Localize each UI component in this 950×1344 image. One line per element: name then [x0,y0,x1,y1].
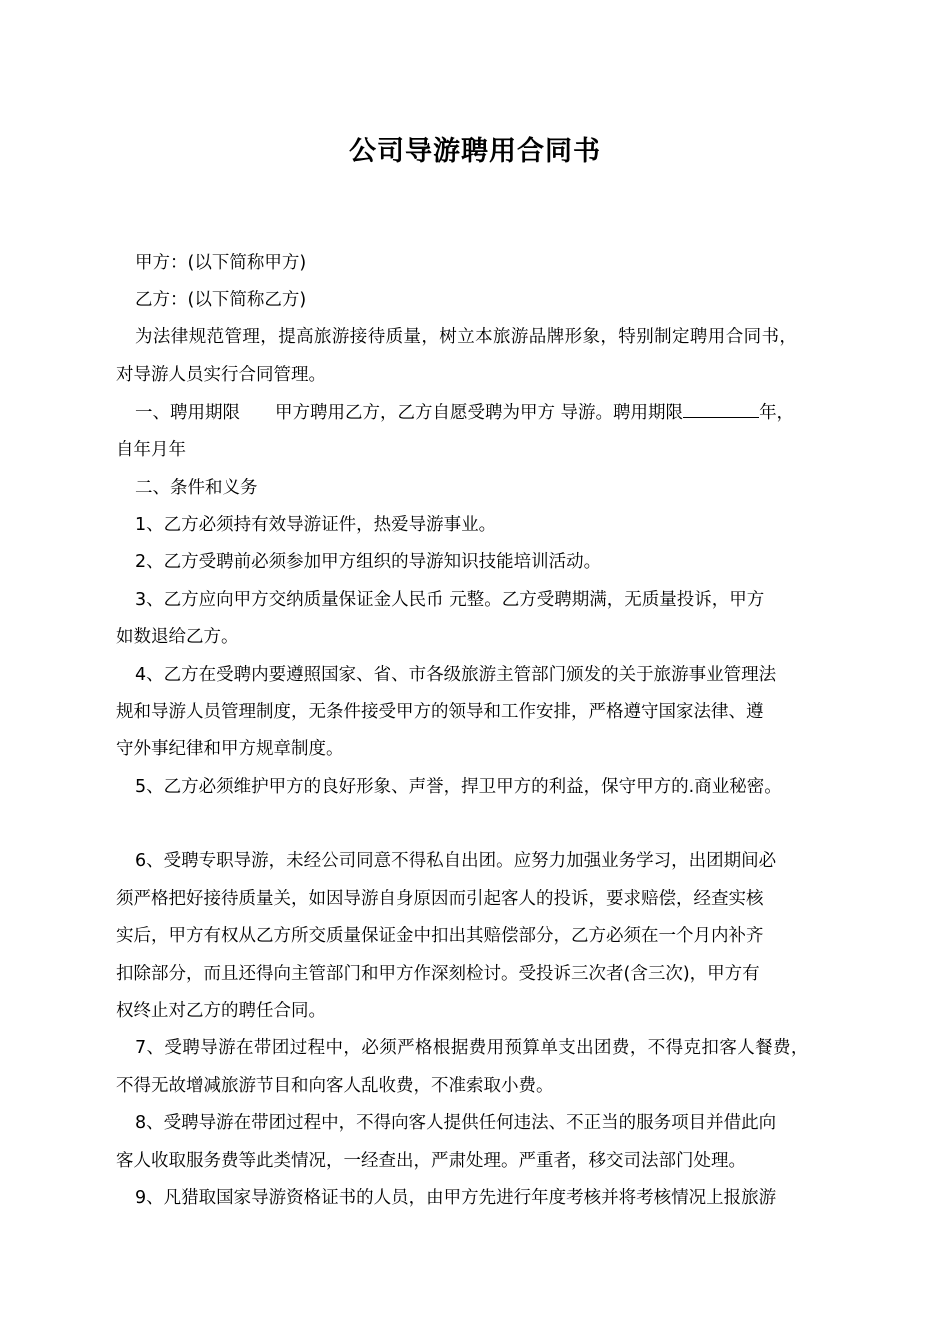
clause-4-line-3: 守外事纪律和甲方规章制度。 [116,739,344,759]
clause-2: 2、乙方受聘前必须参加甲方组织的导游知识技能培训活动。 [135,552,602,572]
term-blank [683,401,759,418]
clause-4-line-2: 规和导游人员管理制度，无条件接受甲方的领导和工作安排，严格遵守国家法律、遵 [116,702,764,722]
clause-3-line-1: 3、乙方应向甲方交纳质量保证金人民币 元整。乙方受聘期满，无质量投诉，甲方 [135,590,765,610]
section-2-heading: 二、条件和义务 [135,478,258,498]
clause-6-line-1: 6、受聘专职导游，未经公司同意不得私自出团。应努力加强业务学习，出团期间必 [135,851,777,871]
clause-8-line-1: 8、受聘导游在带团过程中，不得向客人提供任何违法、不正当的服务项目并借此向 [135,1113,777,1133]
clause-6-line-3: 实后，甲方有权从乙方所交质量保证金中扣出其赔偿部分，乙方必须在一个月内补齐 [116,926,764,946]
clause-5: 5、乙方必须维护甲方的良好形象、声誉，捍卫甲方的利益，保守甲方的.商业秘密。 [135,777,782,797]
party-b-line: 乙方：(以下简称乙方) [135,290,307,310]
clause-3-line-2: 如数退给乙方。 [116,627,239,647]
clause-9-line-1: 9、凡猎取国家导游资格证书的人员，由甲方先进行年度考核并将考核情况上报旅游 [135,1188,777,1208]
clause-6-line-4: 扣除部分，而且还得向主管部门和甲方作深刻检讨。受投诉三次者(含三次)，甲方有 [116,964,760,984]
intro-line-1: 为法律规范管理，提高旅游接待质量，树立本旅游品牌形象，特别制定聘用合同书， [135,327,798,347]
term-year: 年， [759,403,795,423]
term-line [135,400,875,426]
intro-line-2: 对导游人员实行合同管理。 [116,365,326,385]
clause-7-line-2: 不得无故增减旅游节目和向客人乱收费，不准索取小费。 [116,1076,554,1096]
party-a-line: 甲方：(以下简称甲方) [135,253,307,273]
clause-6-line-2: 须严格把好接待质量关，如因导游自身原因而引起客人的投诉，要求赔偿，经查实核 [116,889,764,909]
term-date-line: 自年月年 [116,440,186,460]
clause-6-line-5: 权终止对乙方的聘任合同。 [116,1001,326,1021]
term-text: 一、聘用期限 甲方聘用乙方，乙方自愿受聘为甲方 导游。聘用期限 [135,403,684,423]
document-title: 公司导游聘用合同书 [349,136,601,167]
clause-7-line-1: 7、受聘导游在带团过程中，必须严格根据费用预算单支出团费，不得克扣客人餐费， [135,1038,809,1058]
clause-1: 1、乙方必须持有效导游证件，热爱导游事业。 [135,515,497,535]
clause-4-line-1: 4、乙方在受聘内要遵照国家、省、市各级旅游主管部门颁发的关于旅游事业管理法 [135,665,777,685]
clause-8-line-2: 客人收取服务费等此类情况，一经查出，严肃处理。严重者，移交司法部门处理。 [116,1151,746,1171]
